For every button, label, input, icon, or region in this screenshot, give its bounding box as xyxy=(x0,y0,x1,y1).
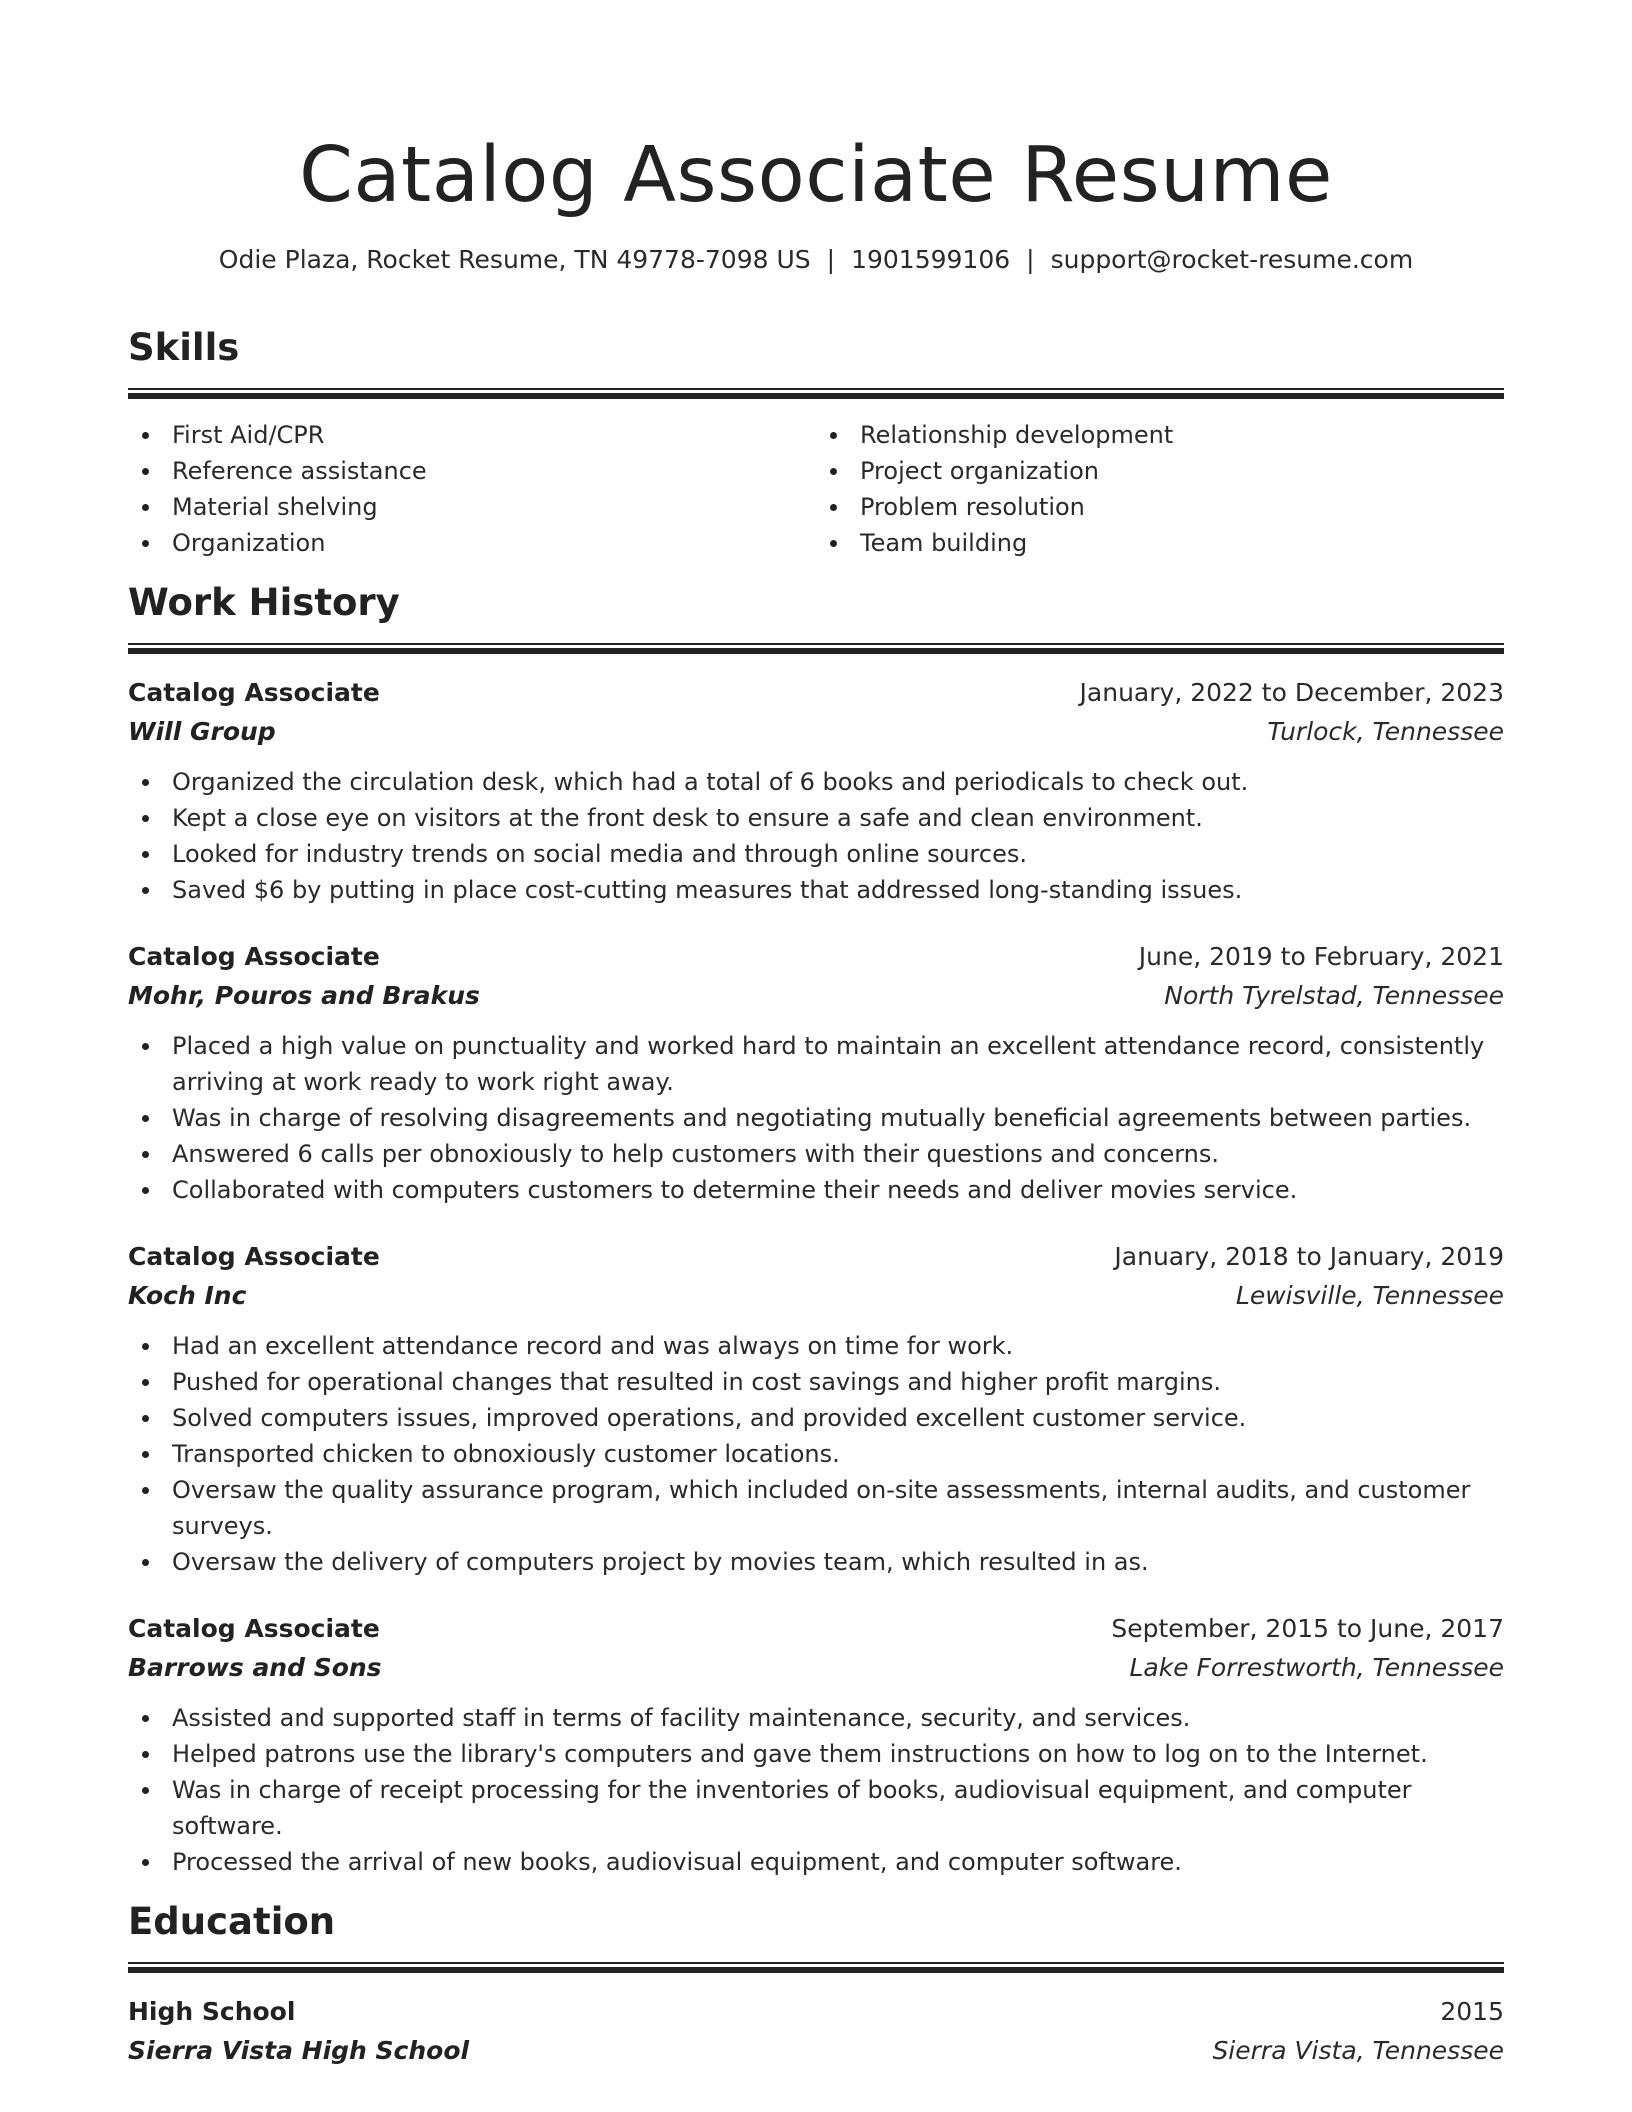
skill-item: Problem resolution xyxy=(816,489,1504,525)
duty-item: Looked for industry trends on social media and through online sources. xyxy=(128,836,1504,872)
resume-title: Catalog Associate Resume xyxy=(299,131,1333,220)
duty-item: Transported chicken to obnoxiously customer locations. xyxy=(128,1436,1504,1472)
duty-item: Processed the arrival of new books, audiovisual equipment, and computer software. xyxy=(128,1844,1504,1880)
duty-item: Saved $6 by putting in place cost-cutting measures that addressed long-standing issues. xyxy=(128,872,1504,908)
section-divider xyxy=(128,1962,1504,1973)
section-divider xyxy=(128,643,1504,654)
separator: | xyxy=(1026,245,1035,274)
company-name: Will Group xyxy=(128,717,276,746)
job-entry xyxy=(128,938,1504,1208)
job-duties xyxy=(128,1328,1504,1580)
skill-item: Organization xyxy=(128,525,816,561)
duty-item: Was in charge of receipt processing for the inventories of books, audiovisual equipment, and computer software. xyxy=(128,1772,1504,1844)
job-location: Lewisville, Tennessee xyxy=(1235,1281,1504,1310)
duty-item: Helped patrons use the library's computers and gave them instructions on how to log on to the Internet. xyxy=(128,1736,1504,1772)
skills-heading: Skills xyxy=(128,326,240,369)
company-name: Mohr, Pouros and Brakus xyxy=(128,981,480,1010)
skill-item: Project organization xyxy=(816,453,1504,489)
job-location: North Tyrelstad, Tennessee xyxy=(1164,981,1504,1010)
duty-item: Organized the circulation desk, which had a total of 6 books and periodicals to check out. xyxy=(128,764,1504,800)
job-duties xyxy=(128,1028,1504,1208)
duty-item: Assisted and supported staff in terms of facility maintenance, security, and services. xyxy=(128,1700,1504,1736)
job-title: Catalog Associate xyxy=(128,942,380,971)
job-duties xyxy=(128,764,1504,908)
school-name: Sierra Vista High School xyxy=(128,2036,470,2065)
job-dates: January, 2022 to December, 2023 xyxy=(1079,678,1504,707)
job-title: Catalog Associate xyxy=(128,1242,380,1271)
graduation-year: 2015 xyxy=(1440,1997,1504,2026)
contact-line xyxy=(128,242,1504,278)
education-heading: Education xyxy=(128,1900,336,1943)
job-location: Turlock, Tennessee xyxy=(1267,717,1504,746)
degree: High School xyxy=(128,1997,296,2026)
job-dates: September, 2015 to June, 2017 xyxy=(1111,1614,1504,1643)
skills-column-right xyxy=(816,417,1504,561)
job-dates: January, 2018 to January, 2019 xyxy=(1114,1242,1504,1271)
duty-item: Answered 6 calls per obnoxiously to help customers with their questions and concerns. xyxy=(128,1136,1504,1172)
company-name: Koch Inc xyxy=(128,1281,247,1310)
education-entry xyxy=(128,1993,1504,2071)
skill-item: Material shelving xyxy=(128,489,816,525)
phone: 1901599106 xyxy=(851,245,1011,274)
skill-item: First Aid/CPR xyxy=(128,417,816,453)
duty-item: Solved computers issues, improved operations, and provided excellent customer service. xyxy=(128,1400,1504,1436)
job-title: Catalog Associate xyxy=(128,678,380,707)
skill-item: Team building xyxy=(816,525,1504,561)
email: support@rocket-resume.com xyxy=(1050,245,1414,274)
duty-item: Oversaw the delivery of computers project by movies team, which resulted in as. xyxy=(128,1544,1504,1580)
duty-item: Kept a close eye on visitors at the front desk to ensure a safe and clean environment. xyxy=(128,800,1504,836)
duty-item: Placed a high value on punctuality and worked hard to maintain an excellent attendance record, consistently arriving at work ready to work right away. xyxy=(128,1028,1504,1100)
skills-list xyxy=(128,417,1504,561)
job-entry xyxy=(128,1238,1504,1580)
duty-item: Oversaw the quality assurance program, which included on-site assessments, internal audits, and customer surveys. xyxy=(128,1472,1504,1544)
duty-item: Collaborated with computers customers to determine their needs and deliver movies service. xyxy=(128,1172,1504,1208)
section-divider xyxy=(128,388,1504,399)
address: Odie Plaza, Rocket Resume, TN 49778-7098 US xyxy=(218,245,811,274)
job-entry xyxy=(128,674,1504,908)
skill-item: Relationship development xyxy=(816,417,1504,453)
job-location: Lake Forrestworth, Tennessee xyxy=(1129,1653,1504,1682)
school-location: Sierra Vista, Tennessee xyxy=(1212,2036,1504,2065)
job-title: Catalog Associate xyxy=(128,1614,380,1643)
job-entry xyxy=(128,1610,1504,1880)
skill-item: Reference assistance xyxy=(128,453,816,489)
separator: | xyxy=(826,245,836,274)
duty-item: Was in charge of resolving disagreements and negotiating mutually beneficial agreements between parties. xyxy=(128,1100,1504,1136)
company-name: Barrows and Sons xyxy=(128,1653,382,1682)
job-duties xyxy=(128,1700,1504,1880)
duty-item: Had an excellent attendance record and was always on time for work. xyxy=(128,1328,1504,1364)
job-dates: June, 2019 to February, 2021 xyxy=(1138,942,1504,971)
skills-column-left xyxy=(128,417,816,561)
duty-item: Pushed for operational changes that resulted in cost savings and higher profit margins. xyxy=(128,1364,1504,1400)
work-history-heading: Work History xyxy=(128,581,400,624)
